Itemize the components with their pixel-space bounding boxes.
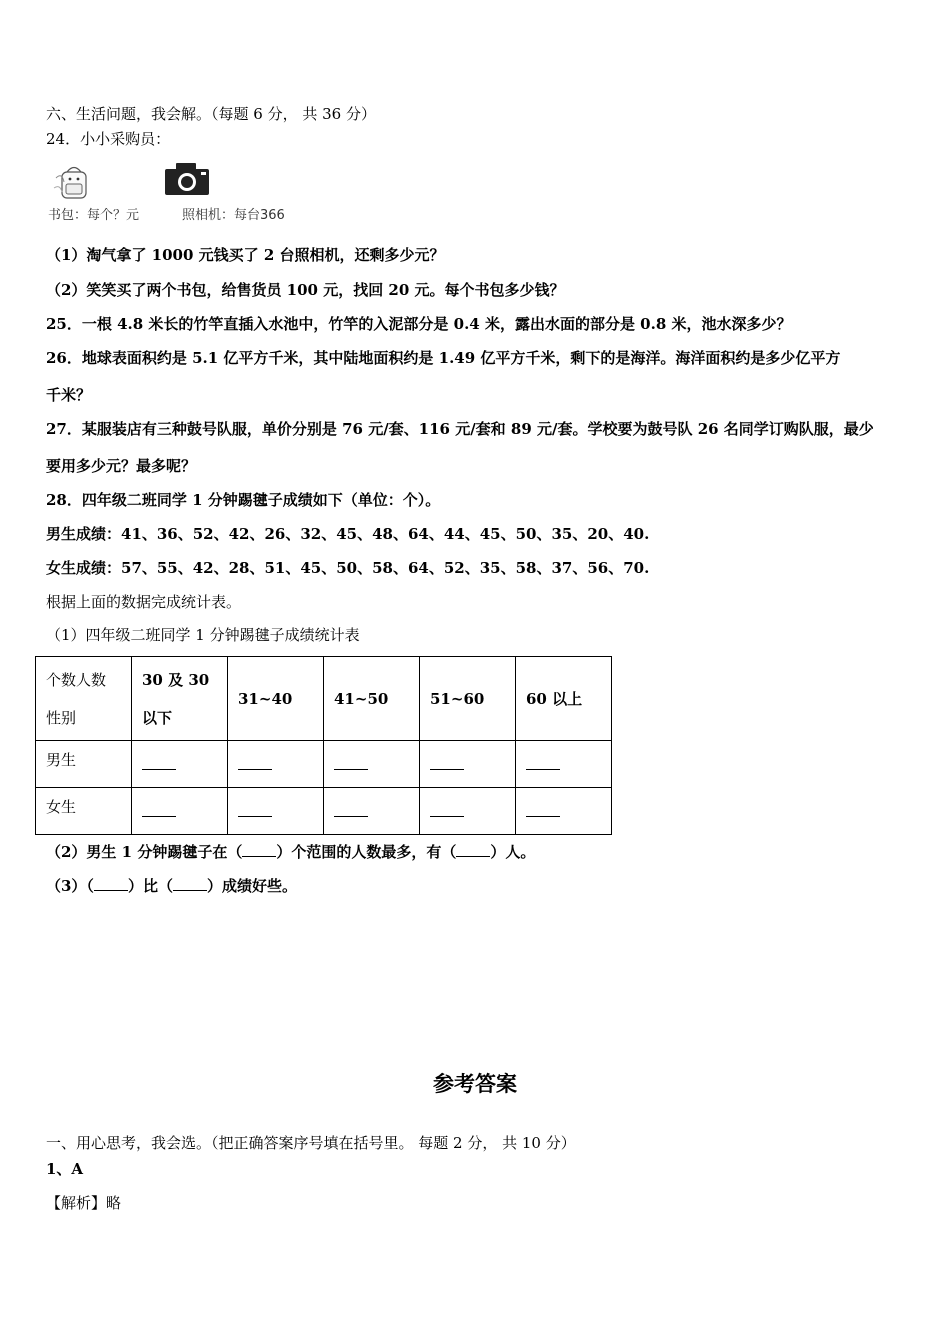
row-label-girls: 女生: [36, 788, 132, 835]
q24-title: 24．小小采购员：: [46, 130, 171, 148]
blank-cell[interactable]: [228, 788, 324, 835]
schoolbag-item: [48, 162, 140, 223]
table-header-row: [36, 657, 612, 741]
schoolbag-icon: [48, 162, 92, 202]
answer-analysis: 【解析】略: [46, 1194, 122, 1212]
corner-top: 个数人数: [46, 670, 107, 689]
fill-blank[interactable]: [242, 842, 276, 857]
q27-line1: 27．某服装店有三种鼓号队服，单价分别是 76 元/套、116 元/套和 89 元/套。学校要为鼓号队 26 名同学订购队服，最少: [46, 420, 874, 438]
q28-boys: 男生成绩：41、36、52、42、26、32、45、48、64、44、45、50、35、20、40.: [46, 525, 650, 543]
blank-cell[interactable]: [132, 741, 228, 788]
blank-cell[interactable]: [420, 788, 516, 835]
blank-cell[interactable]: [228, 741, 324, 788]
q28-title: 28．四年级二班同学 1 分钟踢毽子成绩如下（单位：个）。: [46, 491, 441, 509]
corner-bottom: 性别: [46, 708, 77, 727]
range-header: 60 以上: [516, 657, 612, 741]
blank-cell[interactable]: [324, 788, 420, 835]
q26-line2: 千米？: [46, 386, 92, 404]
q24-sub2: （2）笑笑买了两个书包，给售货员 100 元，找回 20 元。每个书包多少钱？: [46, 281, 565, 299]
q28-sub3: （3）（ ）比（ ）成绩好些。: [46, 877, 297, 895]
schoolbag-caption: 书包：每个？元: [48, 208, 140, 223]
camera-caption: 照相机：每台366: [182, 208, 285, 223]
q28-sub2: （2）男生 1 分钟踢毽子在（ ）个范围的人数最多，有（ ）人。: [46, 843, 536, 861]
q28-sub1: （1）四年级二班同学 1 分钟踢毽子成绩统计表: [46, 626, 360, 644]
q28-instruction: 根据上面的数据完成统计表。: [46, 593, 242, 611]
q27-line2: 要用多少元？最多呢？: [46, 457, 197, 475]
fill-blank[interactable]: [173, 876, 207, 891]
range-header: 30 及 30 以下: [132, 657, 228, 741]
blank-cell[interactable]: [420, 741, 516, 788]
range-header: 51~60: [420, 657, 516, 741]
camera-icon: [164, 162, 210, 196]
table-row: [36, 788, 612, 835]
q24-sub1: （1）淘气拿了 1000 元钱买了 2 台照相机，还剩多少元？: [46, 246, 445, 264]
blank-cell[interactable]: [516, 788, 612, 835]
section-6-title: 六、生活问题，我会解。（每题 6 分， 共 36 分）: [46, 105, 376, 123]
answers-section-1: 一、用心思考，我会选。（把正确答案序号填在括号里。 每题 2 分， 共 10 分）: [46, 1134, 576, 1152]
camera-item: [164, 162, 285, 223]
fill-blank[interactable]: [456, 842, 490, 857]
blank-cell[interactable]: [516, 741, 612, 788]
blank-cell[interactable]: [132, 788, 228, 835]
q26-line1: 26．地球表面积约是 5.1 亿平方千米，其中陆地面积约是 1.49 亿平方千米，剩下的是海洋。海洋面积约是多少亿平方: [46, 349, 841, 367]
range-header: 31~40: [228, 657, 324, 741]
q25: 25．一根 4.8 米长的竹竿直插入水池中，竹竿的入泥部分是 0.4 米，露出水面的部分是 0.8 米，池水深多少？: [46, 315, 792, 333]
q28-girls: 女生成绩：57、55、42、28、51、45、50、58、64、52、35、58、37、56、70.: [46, 559, 650, 577]
table-row: [36, 741, 612, 788]
answers-heading: 参考答案: [433, 1072, 517, 1096]
answer-1: 1、A: [46, 1160, 84, 1178]
row-label-boys: 男生: [36, 741, 132, 788]
stats-table: [35, 656, 612, 835]
blank-cell[interactable]: [324, 741, 420, 788]
table-corner: [36, 657, 132, 741]
fill-blank[interactable]: [94, 876, 128, 891]
range-header: 41~50: [324, 657, 420, 741]
